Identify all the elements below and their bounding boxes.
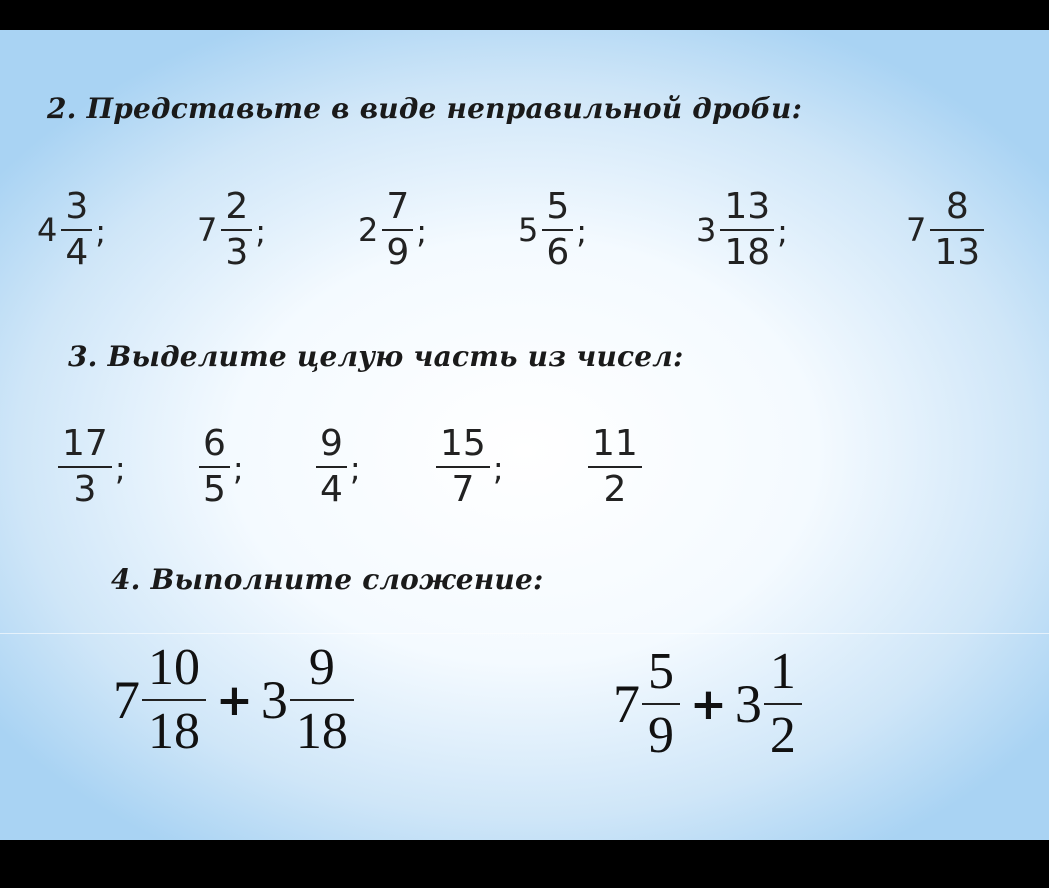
whole-part: 3	[260, 670, 288, 730]
fraction	[382, 186, 413, 274]
separator: ;	[349, 450, 361, 488]
task2-heading: 2. Представьте в виде неправильной дроби:	[47, 92, 803, 125]
fraction	[316, 423, 347, 511]
fraction	[290, 638, 354, 762]
numerator: 3	[65, 186, 89, 227]
whole-part: 3	[696, 211, 717, 249]
improper-fraction	[58, 423, 126, 511]
fraction	[930, 186, 984, 274]
separator: ;	[777, 213, 788, 251]
fraction	[764, 642, 802, 766]
denominator: 18	[295, 703, 348, 760]
fraction-bar	[764, 703, 802, 705]
numerator: 9	[320, 423, 343, 464]
plus-sign: +	[690, 678, 727, 730]
denominator: 3	[225, 232, 249, 273]
denominator: 9	[386, 232, 410, 273]
whole-part: 2	[358, 211, 379, 249]
fraction-bar	[61, 229, 92, 231]
fraction-bar	[199, 466, 230, 468]
denominator: 6	[546, 232, 570, 273]
numerator: 5	[546, 186, 570, 227]
denominator: 9	[648, 707, 674, 764]
improper-fraction	[588, 423, 645, 511]
fraction-bar	[142, 699, 206, 701]
divider	[0, 633, 1049, 634]
numerator: 9	[308, 639, 335, 696]
whole-part: 5	[518, 211, 539, 249]
task4-heading: 4. Выполните сложение:	[111, 563, 544, 596]
whole-part: 7	[906, 211, 927, 249]
mixed-number	[518, 186, 587, 274]
improper-fraction	[436, 423, 504, 511]
fraction-bar	[382, 229, 413, 231]
fraction	[221, 186, 252, 274]
denominator: 5	[203, 469, 226, 510]
fraction	[199, 423, 230, 511]
denominator: 2	[603, 469, 627, 510]
fraction-bar	[290, 699, 354, 701]
denominator: 4	[320, 469, 343, 510]
whole-part: 7	[197, 211, 218, 249]
fraction-bar	[221, 229, 252, 231]
numerator: 17	[62, 423, 108, 464]
separator: ;	[416, 213, 428, 251]
fraction-bar	[542, 229, 573, 231]
mixed-number	[696, 186, 788, 274]
whole-part: 7	[613, 674, 640, 734]
fraction-bar	[642, 703, 680, 705]
whole-part: 4	[37, 211, 58, 249]
separator: ;	[232, 450, 244, 488]
mixed-number	[358, 186, 427, 274]
fraction	[542, 186, 573, 274]
numerator: 2	[225, 186, 249, 227]
denominator: 2	[769, 707, 796, 764]
separator: ;	[492, 450, 504, 488]
whole-part: 3	[734, 674, 762, 734]
numerator: 15	[440, 423, 486, 464]
numerator: 11	[592, 423, 638, 464]
addition-expression	[113, 638, 354, 762]
separator: ;	[255, 213, 267, 251]
mixed-number	[197, 186, 266, 274]
separator: ;	[114, 450, 126, 488]
whole-part: 7	[113, 670, 140, 730]
numerator: 7	[386, 186, 410, 227]
denominator: 3	[73, 469, 97, 510]
fraction-bar	[58, 466, 112, 468]
fraction	[142, 638, 206, 762]
denominator: 4	[65, 232, 89, 273]
denominator: 18	[724, 232, 771, 273]
separator: ;	[576, 213, 588, 251]
fraction	[642, 642, 680, 766]
plus-sign: +	[216, 674, 253, 726]
fraction-bar	[436, 466, 490, 468]
numerator: 6	[203, 423, 226, 464]
mixed-number	[37, 186, 106, 274]
improper-fraction	[199, 423, 244, 511]
improper-fraction	[316, 423, 361, 511]
fraction-bar	[588, 466, 642, 468]
fraction	[720, 186, 774, 274]
fraction-bar	[930, 229, 984, 231]
fraction	[58, 423, 112, 511]
fraction-bar	[316, 466, 347, 468]
denominator: 7	[451, 469, 475, 510]
addition-expression	[613, 642, 802, 766]
fraction-bar	[720, 229, 774, 231]
slide	[0, 30, 1049, 840]
numerator: 5	[648, 643, 674, 700]
task3-heading: 3. Выделите целую часть из чисел:	[68, 340, 684, 373]
numerator: 13	[724, 186, 771, 227]
fraction	[436, 423, 490, 511]
fraction	[588, 423, 642, 511]
mixed-number	[906, 186, 987, 274]
fraction	[61, 186, 92, 274]
denominator: 18	[148, 703, 200, 760]
numerator: 1	[769, 643, 796, 700]
separator: ;	[95, 213, 107, 251]
numerator: 8	[945, 186, 969, 227]
denominator: 13	[934, 232, 981, 273]
numerator: 10	[148, 639, 200, 696]
